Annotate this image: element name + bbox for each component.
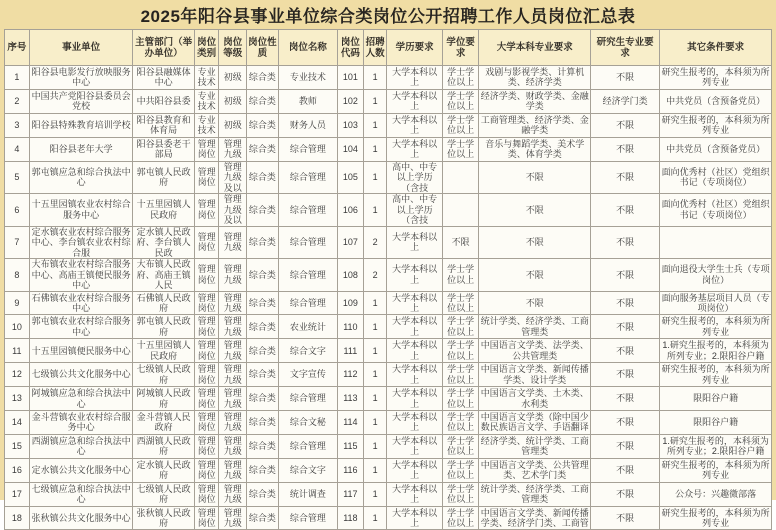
table-cell: 105	[338, 161, 364, 194]
table-cell: 综合类	[247, 194, 279, 227]
table-cell	[660, 226, 772, 259]
table-cell: 阿城镇应急和综合执法中心	[29, 387, 133, 411]
table-row-6	[5, 194, 772, 227]
table-cell: 十五里园镇农业农村综合服务中心	[29, 194, 133, 227]
table-row-1	[5, 66, 772, 90]
table-cell: 综合管理	[278, 291, 337, 315]
table-cell: 中共党员（含预备党员）	[660, 89, 772, 113]
table-cell: 3	[5, 113, 30, 137]
table-cell: 1	[363, 291, 387, 315]
table-cell: 111	[338, 339, 364, 363]
table-cell: 学士学位以上	[442, 434, 479, 458]
table-cell: 农业统计	[278, 315, 337, 339]
table-cell: 不限	[479, 291, 591, 315]
table-cell: 管理九级	[219, 315, 247, 339]
table-cell: 石佛镇人民政府	[133, 291, 194, 315]
column-header-12: 研究生专业要求	[591, 30, 660, 66]
table-row-5	[5, 161, 772, 194]
table-cell: 不限	[591, 458, 660, 482]
table-cell: 综合类	[247, 161, 279, 194]
table-cell: 大学本科以上	[387, 482, 442, 506]
table-cell: 七级镇应急和综合执法中心	[29, 482, 133, 506]
table-cell: 大学本科以上	[387, 411, 442, 435]
table-row-15	[5, 434, 772, 458]
table-cell: 阳谷县融媒体中心	[133, 66, 194, 90]
table-cell: 不限	[591, 194, 660, 227]
table-row-8	[5, 259, 772, 292]
table-cell: 定水镇人民政府、李台镇人民政	[133, 226, 194, 259]
table-cell: 研究生报考的，本科须为所列专业	[661, 364, 770, 385]
table-cell: 大学本科以上	[387, 226, 442, 259]
table-cell: 管理岗位	[194, 161, 219, 194]
table-cell: 中国语言文学类、法学类、公共管理类	[480, 340, 589, 361]
table-cell: 管理九级及以	[219, 194, 247, 227]
table-cell: 定水镇农业农村综合服务中心、李台镇农业农村综合服	[29, 226, 133, 259]
table-cell: 1	[363, 66, 387, 90]
page-title: 2025年阳谷县事业单位综合类岗位公开招聘工作人员岗位汇总表	[140, 7, 636, 26]
table-cell: 综合文字	[278, 339, 337, 363]
table-cell: 高中、中专以上学历（含技	[387, 194, 442, 227]
table-cell: 研究生报考的，本科须为所列专业	[661, 459, 770, 481]
table-cell: 管理九级	[219, 411, 247, 435]
table-cell: 管理九级	[219, 226, 247, 259]
table-cell: 不限	[479, 194, 591, 227]
table-cell: 经济学类、财政学类、金融学类	[480, 90, 589, 112]
column-header-1: 事业单位	[29, 30, 133, 66]
table-cell: 管理岗位	[194, 194, 219, 227]
table-cell: 不限	[591, 137, 660, 161]
table-row-4	[5, 137, 772, 161]
table-cell: 116	[338, 458, 364, 482]
table-cell: 限阳谷户籍	[660, 411, 772, 435]
column-header-10: 学位要求	[442, 30, 479, 66]
table-cell: 专业技术	[194, 113, 219, 137]
table-cell: 学士学位以上	[442, 259, 479, 292]
table-cell: 综合类	[247, 89, 279, 113]
table-cell: 不限	[591, 387, 660, 411]
table-cell: 1	[363, 113, 387, 137]
table-cell: 12	[5, 363, 30, 387]
table-cell: 中国语言文学类、新闻传播学类、设计学类	[480, 364, 589, 385]
table-cell: 不限	[591, 113, 660, 137]
table-cell: 1	[363, 506, 387, 530]
column-header-11: 大学本科专业要求	[479, 30, 591, 66]
table-cell: 不限	[591, 411, 660, 435]
table-cell: 初级	[219, 113, 247, 137]
table-cell: 7	[5, 226, 30, 259]
table-cell: 1	[363, 482, 387, 506]
table-cell: 1	[363, 387, 387, 411]
table-cell: 综合类	[247, 339, 279, 363]
table-cell: 不限	[591, 291, 660, 315]
table-cell: 综合类	[247, 506, 279, 530]
header-row	[5, 30, 772, 66]
table-cell: 中共党员（含预备党员）	[660, 137, 772, 161]
table-cell: 大学本科以上	[387, 113, 442, 137]
table-cell: 不限	[591, 506, 660, 530]
table-cell: 中国语言文学类、土木类、水利类	[480, 388, 589, 409]
table-cell: 阳谷县委老干部局	[133, 137, 194, 161]
table-cell: 综合类	[247, 411, 279, 435]
table-cell: 统计学类、经济学类、工商管理类	[480, 483, 589, 505]
table-cell: 七级镇公共文化服务中心	[29, 363, 133, 387]
table-cell: 管理岗位	[194, 434, 219, 458]
table-cell: 郭屯镇应急和综合执法中心	[29, 161, 133, 194]
table-cell: 16	[5, 458, 30, 482]
table-cell: 大学本科以上	[387, 434, 442, 458]
table-cell: 西湖镇应急和综合执法中心	[29, 434, 133, 458]
table-cell: 1	[363, 434, 387, 458]
table-cell: 104	[338, 137, 364, 161]
table-cell: 学士学位以上	[442, 291, 479, 315]
table-cell: 1	[363, 137, 387, 161]
table-cell: 1	[363, 339, 387, 363]
table-cell: 张秋镇公共文化服务中心	[29, 506, 133, 530]
table-cell: 15	[5, 434, 30, 458]
table-cell: 综合管理	[278, 194, 337, 227]
table-cell: 公众号：兴趣微部落	[660, 482, 772, 506]
table-cell	[442, 194, 479, 227]
table-cell: 1.研究生报考的，本科须为所列专业；2.限阳谷户籍	[660, 434, 772, 458]
table-cell: 学士学位以上	[442, 506, 479, 530]
table-cell: 学士学位以上	[442, 387, 479, 411]
table-cell: 综合管理	[278, 137, 337, 161]
table-cell: 管理岗位	[194, 291, 219, 315]
column-header-3: 岗位类别	[194, 30, 219, 66]
table-cell: 学士学位以上	[442, 66, 479, 90]
table-cell: 学士学位以上	[442, 113, 479, 137]
table-cell: 工商管理类、经济学类、金融学类	[480, 114, 589, 136]
table-cell: 管理九级	[219, 363, 247, 387]
table-cell: 不限	[479, 161, 591, 194]
table-cell: 石佛镇农业农村综合服务中心	[29, 291, 133, 315]
table-cell: 1	[363, 194, 387, 227]
table-cell: 1	[363, 411, 387, 435]
table-cell: 西湖镇人民政府	[133, 434, 194, 458]
table-cell: 综合类	[247, 434, 279, 458]
table-cell: 1	[5, 66, 30, 90]
table-cell: 管理九级	[219, 387, 247, 411]
table-cell: 不限	[591, 363, 660, 387]
table-cell: 综合管理	[278, 161, 337, 194]
table-cell: 张秋镇人民政府	[133, 506, 194, 530]
table-row-14	[5, 411, 772, 435]
table-cell: 综合类	[247, 66, 279, 90]
table-cell: 阿城镇人民政府	[133, 387, 194, 411]
table-cell: 管理九级	[219, 259, 247, 292]
table-row-16	[5, 458, 772, 482]
table-cell: 金斗营镇人民政府	[133, 411, 194, 435]
table-cell: 10	[5, 315, 30, 339]
column-header-4: 岗位等级	[219, 30, 247, 66]
table-cell: 综合类	[247, 113, 279, 137]
table-cell: 综合类	[247, 137, 279, 161]
table-cell: 中国共产党阳谷县委员会党校	[29, 89, 133, 113]
table-cell: 综合管理	[278, 259, 337, 292]
table-cell: 大学本科以上	[387, 259, 442, 292]
table-cell: 研究生报考的，本科须为所列专业	[661, 66, 770, 88]
column-header-5: 岗位性质	[247, 30, 279, 66]
table-cell: 综合类	[247, 291, 279, 315]
table-cell: 管理岗位	[194, 411, 219, 435]
table-cell: 不限	[479, 259, 591, 292]
table-cell: 文字宣传	[278, 363, 337, 387]
table-cell: 17	[5, 482, 30, 506]
table-cell: 1	[363, 458, 387, 482]
table-cell: 学士学位以上	[442, 89, 479, 113]
table-cell: 不限	[479, 226, 591, 259]
table-cell: 2	[363, 259, 387, 292]
table-cell: 不限	[591, 66, 660, 90]
table-cell: 113	[338, 387, 364, 411]
table-cell: 阳谷县电影发行放映服务中心	[29, 66, 133, 90]
table-cell: 统计学类、经济学类、工商管理类	[480, 316, 589, 337]
table-cell: 中国语言文学类、公共管理类、艺术学门类	[480, 459, 589, 481]
table-cell: 七级镇人民政府	[133, 482, 194, 506]
table-cell: 专业技术	[194, 89, 219, 113]
table-cell: 114	[338, 411, 364, 435]
table-cell: 1.研究生报考的，本科须为所列专业；2.限阳谷户籍	[660, 339, 772, 363]
table-cell: 管理九级	[219, 482, 247, 506]
table-cell: 高中、中专以上学历（含技	[387, 161, 442, 194]
table-cell: 学士学位以上	[442, 458, 479, 482]
table-cell: 管理岗位	[194, 315, 219, 339]
table-cell: 112	[338, 363, 364, 387]
table-cell: 管理九级	[219, 291, 247, 315]
table-cell: 郭屯镇人民政府	[133, 315, 194, 339]
table-cell: 大学本科以上	[387, 291, 442, 315]
table-cell: 教师	[278, 89, 337, 113]
table-cell: 面向优秀村（社区）党组织书记（专项岗位）	[660, 161, 772, 194]
table-cell: 4	[5, 137, 30, 161]
table-cell: 管理九级	[219, 458, 247, 482]
table-row-2	[5, 89, 772, 113]
table-cell: 综合类	[247, 363, 279, 387]
table-cell: 初级	[219, 66, 247, 90]
table-cell: 不限	[591, 226, 660, 259]
table-cell: 综合管理	[278, 434, 337, 458]
table-cell: 阳谷县教育和体育局	[133, 113, 194, 137]
table-cell: 综合类	[247, 482, 279, 506]
table-cell: 5	[5, 161, 30, 194]
table-cell: 中国语言文学类（除中国少数民族语言文学、手语翻译	[480, 411, 589, 433]
column-header-9: 学历要求	[387, 30, 442, 66]
table-cell: 综合类	[247, 387, 279, 411]
table-cell: 大学本科以上	[387, 137, 442, 161]
table-cell: 学士学位以上	[442, 411, 479, 435]
table-cell: 定水镇人民政府	[133, 458, 194, 482]
table-cell: 8	[5, 259, 30, 292]
table-cell: 音乐与舞蹈学类、美术学类、体育学类	[479, 137, 591, 161]
table-row-10	[5, 315, 772, 339]
table-cell: 初级	[219, 89, 247, 113]
table-cell: 14	[5, 411, 30, 435]
table-row-9	[5, 291, 772, 315]
title-bar	[0, 0, 776, 29]
table-row-7	[5, 226, 772, 259]
table-cell: 管理岗位	[194, 226, 219, 259]
table-cell: 综合管理	[278, 387, 337, 411]
table-cell: 大学本科以上	[387, 506, 442, 530]
table-cell: 9	[5, 291, 30, 315]
column-header-0: 序号	[5, 30, 30, 66]
table-row-13	[5, 387, 772, 411]
table-cell: 十五里园镇便民服务中心	[29, 339, 133, 363]
table-cell: 117	[338, 482, 364, 506]
table-cell: 不限	[591, 339, 660, 363]
table-cell: 106	[338, 194, 364, 227]
table-cell: 11	[5, 339, 30, 363]
table-cell: 专业技术	[194, 66, 219, 90]
table-cell: 1	[363, 89, 387, 113]
table-cell: 大学本科以上	[387, 315, 442, 339]
table-cell: 1	[363, 161, 387, 194]
table-cell: 十五里园镇人民政府	[133, 339, 194, 363]
table-cell: 管理岗位	[194, 259, 219, 292]
table-cell: 大学本科以上	[387, 339, 442, 363]
table-cell: 金斗营镇农业农村综合服务中心	[29, 411, 133, 435]
table-cell: 管理岗位	[194, 363, 219, 387]
table-cell: 管理九级	[219, 506, 247, 530]
table-cell: 中共阳谷县委	[133, 89, 194, 113]
column-header-6: 岗位名称	[278, 30, 337, 66]
table-cell: 面向服务基层项目人员（专项岗位）	[661, 292, 770, 313]
table-cell: 大学本科以上	[387, 66, 442, 90]
table-cell: 学士学位以上	[442, 339, 479, 363]
table-cell: 大学本科以上	[387, 387, 442, 411]
table-cell: 不限	[591, 482, 660, 506]
column-header-2: 主管部门（举办单位）	[133, 30, 194, 66]
table-body	[5, 66, 772, 530]
table-cell: 大布镇人民政府、高庙王镇人民	[133, 259, 194, 292]
table-cell: 学士学位以上	[442, 137, 479, 161]
table-cell: 十五里园镇人民政府	[133, 194, 194, 227]
table-cell: 限阳谷户籍	[660, 387, 772, 411]
table-cell: 阳谷县特殊教育培训学校	[29, 113, 133, 137]
table-row-3	[5, 113, 772, 137]
table-cell: 108	[338, 259, 364, 292]
table-cell: 郭屯镇农业农村综合服务中心	[29, 315, 133, 339]
table-cell: 阳谷县老年大学	[29, 137, 133, 161]
table-cell: 大学本科以上	[387, 363, 442, 387]
table-row-17	[5, 482, 772, 506]
table-cell: 综合类	[247, 226, 279, 259]
column-header-13: 其它条件要求	[660, 30, 772, 66]
table-cell: 管理岗位	[194, 458, 219, 482]
table-cell: 经济学类、统计学类、工商管理类	[480, 435, 589, 457]
table-cell: 管理九级	[219, 339, 247, 363]
column-header-7: 岗位代码	[338, 30, 364, 66]
table-cell: 七级镇人民政府	[133, 363, 194, 387]
table-row-12	[5, 363, 772, 387]
table-cell: 财务人员	[278, 113, 337, 137]
table-cell: 研究生报考的，本科须为所列专业	[661, 316, 770, 337]
table-cell: 103	[338, 113, 364, 137]
table-cell: 管理九级	[219, 137, 247, 161]
table-cell: 110	[338, 315, 364, 339]
table-cell: 经济学门类	[591, 89, 660, 113]
table-cell: 2	[363, 226, 387, 259]
table-cell: 统计调查	[278, 482, 337, 506]
recruitment-table	[4, 29, 772, 530]
table-cell: 管理岗位	[194, 387, 219, 411]
table-cell: 大学本科以上	[387, 458, 442, 482]
table-row-18	[5, 506, 772, 530]
table-cell: 不限	[591, 434, 660, 458]
table-cell: 定水镇公共文化服务中心	[29, 458, 133, 482]
table-cell: 不限	[591, 161, 660, 194]
table-cell: 综合类	[247, 315, 279, 339]
table-cell: 学士学位以上	[442, 363, 479, 387]
table-cell: 18	[5, 506, 30, 530]
table-cell: 管理岗位	[194, 137, 219, 161]
table-cell: 中国语言文学类、新闻传播学类、经济学门类、工商管	[480, 507, 589, 529]
table-cell: 戏剧与影视学类、计算机类、经济学类	[479, 66, 591, 90]
table-cell: 101	[338, 66, 364, 90]
table-row-11	[5, 339, 772, 363]
table-cell: 面向优秀村（社区）党组织书记（专项岗位）	[660, 194, 772, 227]
table-cell: 118	[338, 506, 364, 530]
table-cell: 研究生报考的，本科须为所列专业	[661, 507, 770, 529]
table-cell: 面向退役大学生士兵（专项岗位）	[660, 259, 772, 292]
table-cell: 102	[338, 89, 364, 113]
table-cell: 学士学位以上	[442, 482, 479, 506]
table-cell: 不限	[591, 259, 660, 292]
column-header-8: 招聘人数	[363, 30, 387, 66]
table-cell: 管理九级	[219, 434, 247, 458]
table-cell: 109	[338, 291, 364, 315]
table-cell: 综合文秘	[278, 411, 337, 435]
table-cell: 综合类	[247, 259, 279, 292]
table-cell	[442, 161, 479, 194]
table-cell: 6	[5, 194, 30, 227]
table-cell: 不限	[442, 226, 479, 259]
table-cell: 不限	[591, 315, 660, 339]
table-header	[5, 30, 772, 66]
table-cell: 综合类	[247, 458, 279, 482]
table-cell: 郭屯镇人民政府	[133, 161, 194, 194]
table-cell: 大布镇农业农村综合服务中心、高庙王镇便民服务中心	[29, 259, 133, 292]
table-cell: 综合管理	[278, 226, 337, 259]
table-cell: 综合文字	[278, 458, 337, 482]
table-cell: 大学本科以上	[387, 89, 442, 113]
table-cell: 学士学位以上	[442, 315, 479, 339]
table-cell: 管理九级及以	[219, 161, 247, 194]
table-cell: 1	[363, 315, 387, 339]
table-cell: 综合管理	[278, 506, 337, 530]
table-cell: 107	[338, 226, 364, 259]
table-cell: 1	[363, 363, 387, 387]
table-cell: 管理岗位	[194, 506, 219, 530]
table-cell: 13	[5, 387, 30, 411]
table-cell: 研究生报考的，本科须为所列专业	[661, 114, 770, 136]
table-cell: 管理岗位	[194, 482, 219, 506]
table-cell: 管理岗位	[194, 339, 219, 363]
table-cell: 2	[5, 89, 30, 113]
table-cell: 专业技术	[278, 66, 337, 90]
table-cell: 115	[338, 434, 364, 458]
